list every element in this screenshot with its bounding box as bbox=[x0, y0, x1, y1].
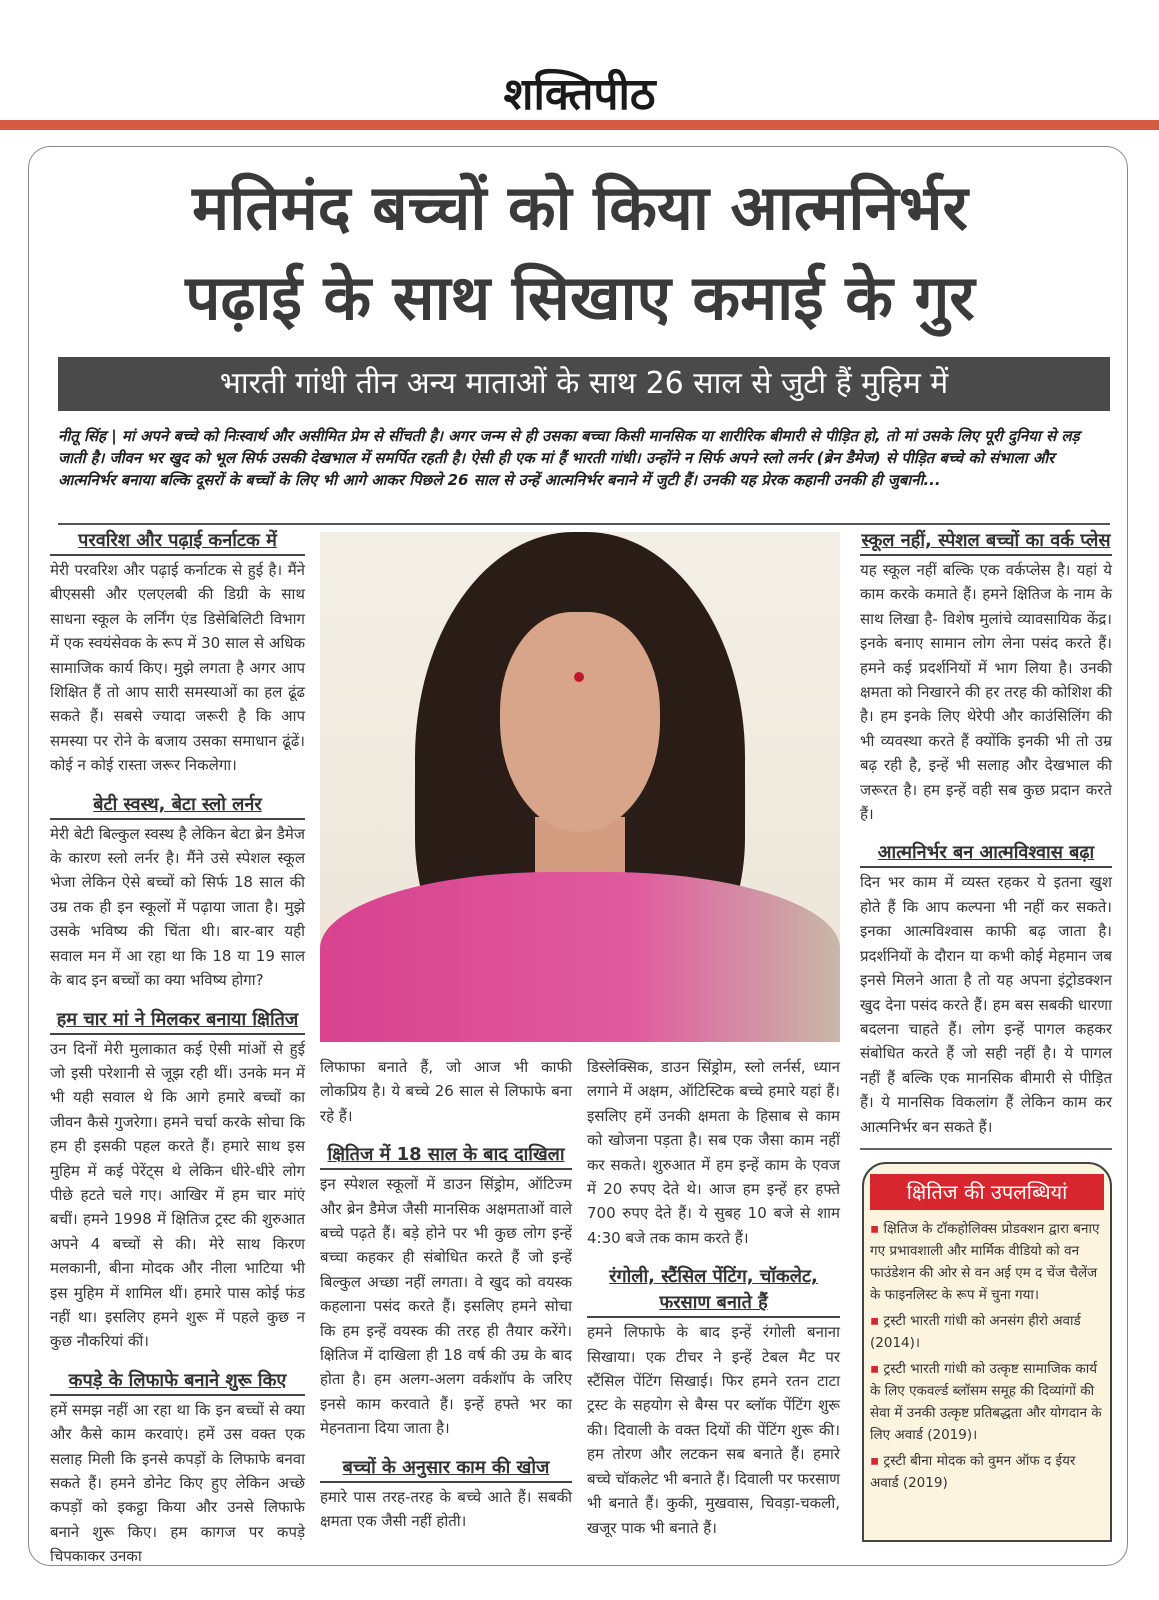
section-heading: बेटी स्वस्थ, बेटा स्लो लर्नर bbox=[50, 792, 305, 820]
achievement-text: क्षितिज के टॉकहोलिक्स प्रोडक्शन द्वारा बनाए गए प्रभावशाली और मार्मिक वीडियो को वन फाउंडेशन की ओर से वन अई एम द चेंज चैलेंज के फाइनलिस्ट के रूप में चुना गया। bbox=[870, 1221, 1100, 1303]
article-section bbox=[587, 1264, 840, 1540]
column-1 bbox=[50, 528, 305, 1583]
achievements-box bbox=[862, 1162, 1112, 1542]
bullet-icon: ▪ bbox=[870, 1221, 884, 1237]
section-body: लिफाफा बनाते हैं, जो आज भी काफी लोकप्रिय है। ये बच्चे 26 साल से लिफाफे बना रहे हैं। bbox=[320, 1058, 572, 1125]
article-section bbox=[860, 840, 1112, 1138]
achievements-list bbox=[870, 1218, 1104, 1494]
achievement-text: ट्रस्टी भारती गांधी को अनसंग हीरो अवार्ड (2014)। bbox=[870, 1313, 1081, 1351]
column-3 bbox=[587, 1055, 840, 1554]
column-4 bbox=[860, 528, 1112, 1153]
masthead-rule bbox=[0, 120, 1159, 130]
section-body: यह स्कूल नहीं बल्कि एक वर्कप्लेस है। यहां ये काम करके कमाते हैं। हमने क्षितिज के नाम के साथ लिखा है- विशेष मुलांचे व्यावसायिक केंद्र। इनके बनाए सामान लोग लेना पसंद करते हैं। हमने कई प्रदर्शनियों में भाग लिया है। उनकी क्षमता को निखारने की हर तरह की कोशिश की है। हम इनके लिए थेरेपी और काउंसिलिंग की भी व्यवस्था करते हैं क्योंकि इनकी भी तो उम्र बढ़ रही है, इन्हें भी सलाह और देखभाल की जरूरत है। हम इन्हें वही सब कुछ प्रदान करते हैं। bbox=[860, 561, 1112, 824]
bullet-icon: ▪ bbox=[870, 1453, 884, 1469]
bullet-icon: ▪ bbox=[870, 1313, 884, 1329]
achievement-text: ट्रस्टी भारती गांधी को उत्कृष्ट सामाजिक कार्य के लिए एकवर्ल्ड ब्लॉसम समूह की दिव्यांगों की सेवा में उनकी उत्कृष्ट प्रतिबद्धता और योगदान के लिए अवार्ड (2019)। bbox=[870, 1361, 1102, 1443]
saree bbox=[320, 872, 840, 1042]
article-section bbox=[320, 1142, 572, 1440]
masthead: शक्तिपीठ bbox=[503, 69, 656, 120]
section-heading: परवरिश और पढ़ाई कर्नाटक में bbox=[50, 528, 305, 556]
achievement-item bbox=[870, 1450, 1104, 1494]
article-section bbox=[320, 1455, 572, 1534]
divider bbox=[860, 1148, 1112, 1150]
section-body: मेरी परवरिश और पढ़ाई कर्नाटक से हुई है। मैंने बीएससी और एलएलबी की डिग्री के साथ साधना स्कूल के लर्निंग एंड डिसेबिलिटी विभाग में एक स्वयंसेवक के रूप में 30 साल से अधिक सामाजिक कार्य किए। मुझे लगता है अगर आप शिक्षित हैं तो आप सारी समस्याओं का हल ढूंढ सकते हैं। सबसे ज्यादा जरूरी है कि आप समस्या पर रोने के बजाय उसका समाधान ढूंढें। कोई न कोई रास्ता जरूर निकलेगा। bbox=[50, 561, 305, 775]
achievements-title: क्षितिज की उपलब्धियां bbox=[870, 1174, 1104, 1210]
section-body: हमने लिफाफे के बाद इन्हें रंगोली बनाना सिखाया। एक टीचर ने इन्हें टेबल मैट पर स्टैंसिल पेंटिंग सिखाई। फिर हमने रतन टाटा ट्रस्ट के सहयोग से बैग्स पर ब्लॉक पेंटिंग शुरू की। दिवाली के वक्त दियों की पेंटिंग शुरू की। हम तोरण और लटकन सब बनाते हैं। हमारे बच्चे चॉकलेट भी बनाते हैं। दिवाली पर फरसाण भी बनाते हैं। कुकी, मुखवास, चिवड़ा-चकली, खजूर पाक भी बनाते हैं। bbox=[587, 1323, 840, 1537]
article-section bbox=[50, 1368, 305, 1569]
achievement-item bbox=[870, 1358, 1104, 1446]
column-2 bbox=[320, 1055, 572, 1548]
article-section bbox=[50, 528, 305, 778]
section-body: डिस्लेक्सिक, डाउन सिंड्रोम, स्लो लर्नर्स, ध्यान लगाने में अक्षम, ऑटिस्टिक बच्चे हमारे यहां हैं। इसलिए हमें उनकी क्षमता के हिसाब से काम को खोजना पड़ता है। सब एक जैसा काम नहीं कर सकते। शुरुआत में हम इन्हें काम के एवज में 20 रुपए देते थे। आज हम इन्हें हर हफ्ते 700 रुपए देते हैं। ये सुबह 10 बजे से शाम 4:30 बजे तक काम करते हैं। bbox=[587, 1058, 840, 1247]
section-heading: रंगोली, स्टैंसिल पेंटिंग, चॉकलेट, फरसाण बनाते हैं bbox=[587, 1264, 840, 1318]
bindi bbox=[574, 672, 584, 682]
section-heading: कपड़े के लिफाफे बनाने शुरू किए bbox=[50, 1368, 305, 1396]
article-section bbox=[860, 528, 1112, 826]
achievement-item bbox=[870, 1310, 1104, 1354]
achievement-item bbox=[870, 1218, 1104, 1306]
intro-paragraph: नीतू सिंह | मां अपने बच्चे को निःस्वार्थ और असीमित प्रेम से सींचती है। अगर जन्म से ही उसका बच्चा किसी मानसिक या शारीरिक बीमारी से पीड़ित हो, तो मां उसके लिए पूरी दुनिया से लड़ जाती है। जीवन भर खुद को भूल सिर्फ उसकी देखभाल में समर्पित रहती है। ऐसी ही एक मां हैं भारती गांधी। उन्होंने न सिर्फ अपने स्लो लर्नर (ब्रेन डैमेज) से पीड़ित बच्चे को संभाला और आत्मनिर्भर बनाया बल्कि दूसरों के बच्चों के लिए भी आगे आकर पिछले 26 साल से उन्हें आत्मनिर्भर बनाने में जुटी हैं। उनकी यह प्रेरक कहानी उनकी ही जुबानी... bbox=[58, 427, 1080, 489]
headline-line-2: पढ़ाई के साथ सिखाए कमाई के गुर bbox=[185, 261, 975, 334]
section-body: दिन भर काम में व्यस्त रहकर ये इतना खुश होते हैं कि आप कल्पना भी नहीं कर सकते। इनका आत्मविश्वास काफी बढ़ जाता है। प्रदर्शनियों के दौरान या कभी कोई मेहमान जब इनसे मिलने आता है तो यह अपना इंट्रोडक्शन खुद देना पसंद करते हैं। हम बस सबकी धारणा बदलना चाहते हैं। लोग इन्हें पागल कहकर संबोधित करते हैं जो सही नहीं है। ये पागल नहीं हैं बल्कि एक मानसिक बीमारी से पीड़ित हैं। ये मानसिक विकलांग हैं लेकिन काम कर आत्मनिर्भर बन सकते हैं। bbox=[860, 873, 1112, 1136]
divider bbox=[58, 523, 1110, 525]
section-heading: हम चार मां ने मिलकर बनाया क्षितिज bbox=[50, 1007, 305, 1035]
section-heading: बच्चों के अनुसार काम की खोज bbox=[320, 1455, 572, 1483]
article-section bbox=[320, 1055, 572, 1128]
article-section bbox=[587, 1055, 840, 1250]
subheadline-banner: भारती गांधी तीन अन्य माताओं के साथ 26 साल से जुटी हैं मुहिम में bbox=[58, 357, 1110, 411]
section-body: हमारे पास तरह-तरह के बच्चे आते हैं। सबकी क्षमता एक जैसी नहीं होती। bbox=[320, 1487, 572, 1531]
section-body: हमें समझ नहीं आ रहा था कि इन बच्चों से क्या और कैसे काम करवाएं। हमें उस वक्त एक सलाह मिली कि इनसे कपड़ों के लिफाफे बनवा सकते हैं। हमने डोनेट किए हुए लेकिन अच्छे कपड़ों को इकट्ठा किया और उनसे लिफाफे बनाने शुरू किए। हम कागज पर कपड़े चिपकाकर उनका bbox=[50, 1400, 305, 1566]
achievement-text: ट्रस्टी बीना मोदक को वुमन ऑफ द ईयर अवार्ड (2019) bbox=[870, 1453, 1076, 1491]
bullet-icon: ▪ bbox=[870, 1361, 884, 1377]
article-section bbox=[50, 792, 305, 993]
section-heading: आत्मनिर्भर बन आत्मविश्वास बढ़ा bbox=[860, 840, 1112, 868]
headline-line-1: मतिमंद बच्चों को किया आत्मनिर्भर bbox=[192, 171, 968, 244]
section-body: उन दिनों मेरी मुलाकात कई ऐसी मांओं से हुई जो इसी परेशानी से जूझ रही थीं। उनके मन में भी यही सवाल थे कि आगे हमारे बच्चों का जीवन कैसे गुजरेगा। हमने चर्चा करके सोचा कि हम ही इसकी पहल करते हैं। हमारे साथ इस मुहिम में कई पेरेंट्स थे लेकिन धीरे-धीरे लोग पीछे हटते चले गए। आखिर में हम चार मांएं बचीं। हमने 1998 में क्षितिज ट्रस्ट की शुरुआत अपने 4 बच्चों से की। मेरे साथ किरण मलकानी, बीना मोदक और नीला भाटिया भी इस मुहिम में शामिल थीं। हमारे पास कोई फंड नहीं था। इसलिए हमने शुरू में पहले कुछ न कुछ नौकरियां कीं। bbox=[50, 1039, 305, 1351]
section-body: मेरी बेटी बिल्कुल स्वस्थ है लेकिन बेटा ब्रेन डैमेज के कारण स्लो लर्नर है। मैंने उसे स्पेशल स्कूल भेजा लेकिन ऐसे बच्चों को सिर्फ 18 साल की उम्र तक ही इन स्कूलों में पढ़ाया जाता है। मुझे उसके भविष्य की चिंता थी। बार-बार यही सवाल मन में आ रहा था कि 18 या 19 साल के बाद इन बच्चों का क्या भविष्य होगा? bbox=[50, 824, 305, 990]
face bbox=[500, 612, 660, 832]
section-heading: क्षितिज में 18 साल के बाद दाखिला bbox=[320, 1142, 572, 1170]
section-heading: स्कूल नहीं, स्पेशल बच्चों का वर्क प्लेस bbox=[860, 528, 1112, 556]
article-section bbox=[50, 1007, 305, 1354]
section-body: इन स्पेशल स्कूलों में डाउन सिंड्रोम, ऑटिज्म और ब्रेन डैमेज जैसी मानसिक अक्षमताओं वाले बच्चे पढ़ते हैं। बड़े होने पर भी कुछ लोग इन्हें बच्चा कहकर ही संबोधित करते हैं जो इन्हें बिल्कुल अच्छा नहीं लगता। वे खुद को वयस्क कहलाना पसंद करते हैं। इसलिए हमने सोचा कि हम इन्हें वयस्क की तरह ही तैयार करेंगे। क्षितिज में दाखिला ही 18 वर्ष की उम्र के बाद होता है। हम अलग-अलग वर्कशॉप के जरिए इनसे काम करवाते हैं। इन्हें हफ्ते भर का मेहनताना दिया जाता है। bbox=[320, 1175, 572, 1438]
portrait-photo bbox=[320, 532, 840, 1042]
